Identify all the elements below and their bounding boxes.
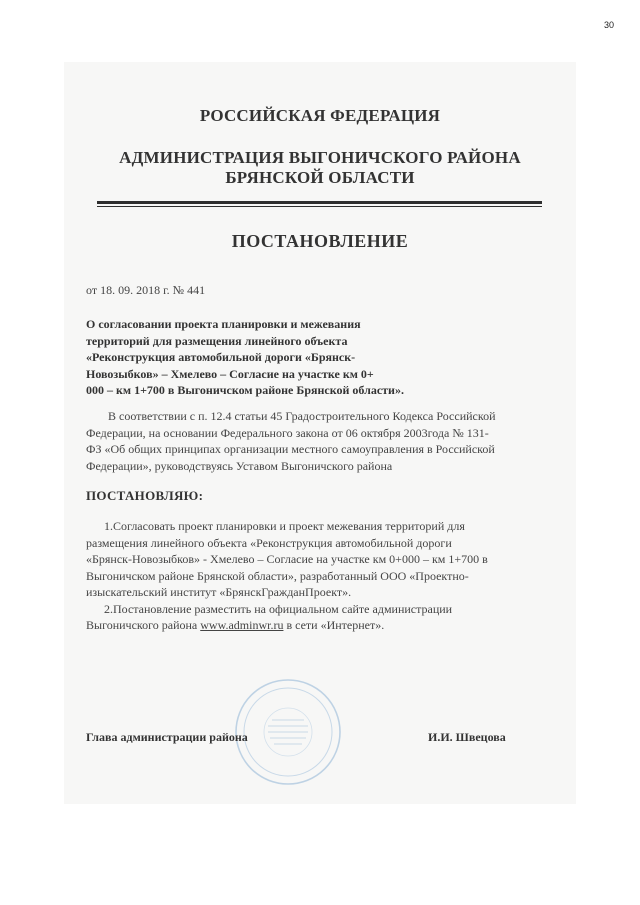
subject-line: Новозыбков» – Хмелево – Согласие на участке км 0+ [86,366,374,381]
subject-block [86,316,446,399]
document-type-title: ПОСТАНОВЛЕНИЕ [231,231,409,251]
decree-items [86,518,562,634]
signer-name: И.И. Швецова [428,730,506,744]
decree-word: ПОСТАНОВЛЯЮ: [86,488,204,503]
subject-line: «Реконструкция автомобильной дороги «Брянск- [86,350,356,364]
item2-line-2 [86,617,562,634]
item1-line: изыскательский институт «БрянскГражданПроект». [86,585,352,599]
preamble-line: Федерации, на основании Федерального закона от 06 октября 2003года № 131- [86,425,489,440]
preamble-paragraph [86,408,562,474]
date-and-number: от 18. 09. 2018 г. № 441 [86,283,206,297]
official-seal-stamp [232,676,344,788]
subject-line: О согласовании проекта планировки и межевания [86,317,361,331]
preamble-line: В соответствии с п. 12.4 статьи 45 Градостроительного Кодекса Российской [108,409,496,423]
preamble-line: Федерации», руководствуясь Уставом Выгоничского района [86,458,393,473]
signer-title: Глава администрации района [86,730,248,744]
subject-line: 000 – км 1+700 в Выгоничском районе Брянской области». [86,383,404,397]
page-number: 30 [603,20,614,30]
item2-line: 2.Постановление разместить на официальном сайте администрации [104,601,453,616]
item1-line: 1.Согласовать проект планировки и проект межевания территорий для [104,519,465,533]
preamble-line: ФЗ «Об общих принципах организации местного самоуправления в Российской [86,442,495,456]
header-rule-thick [97,201,542,204]
administration-heading-line2: БРЯНСКОЙ ОБЛАСТИ [225,168,415,187]
website-link[interactable]: www.adminwr.ru [200,618,284,632]
subject-line: территорий для размещения линейного объекта [86,333,348,348]
header-rule-thin [97,206,542,207]
item2-text-after-link: в сети «Интернет». [283,618,385,632]
administration-heading-line1: АДМИНИСТРАЦИЯ ВЫГОНИЧСКОГО РАЙОНА [119,148,521,167]
country-heading: РОССИЙСКАЯ ФЕДЕРАЦИЯ [199,106,441,125]
item1-line: Выгоничском районе Брянской области», разработанный ООО «Проектно- [86,568,469,583]
item2-text-before-link: Выгоничского района [86,618,201,632]
item1-line: размещения линейного объекта «Реконструкция автомобильной дороги [86,535,452,550]
item1-line: «Брянск-Новозыбков» - Хмелево – Согласие на участке км 0+000 – км 1+700 в [86,552,488,566]
